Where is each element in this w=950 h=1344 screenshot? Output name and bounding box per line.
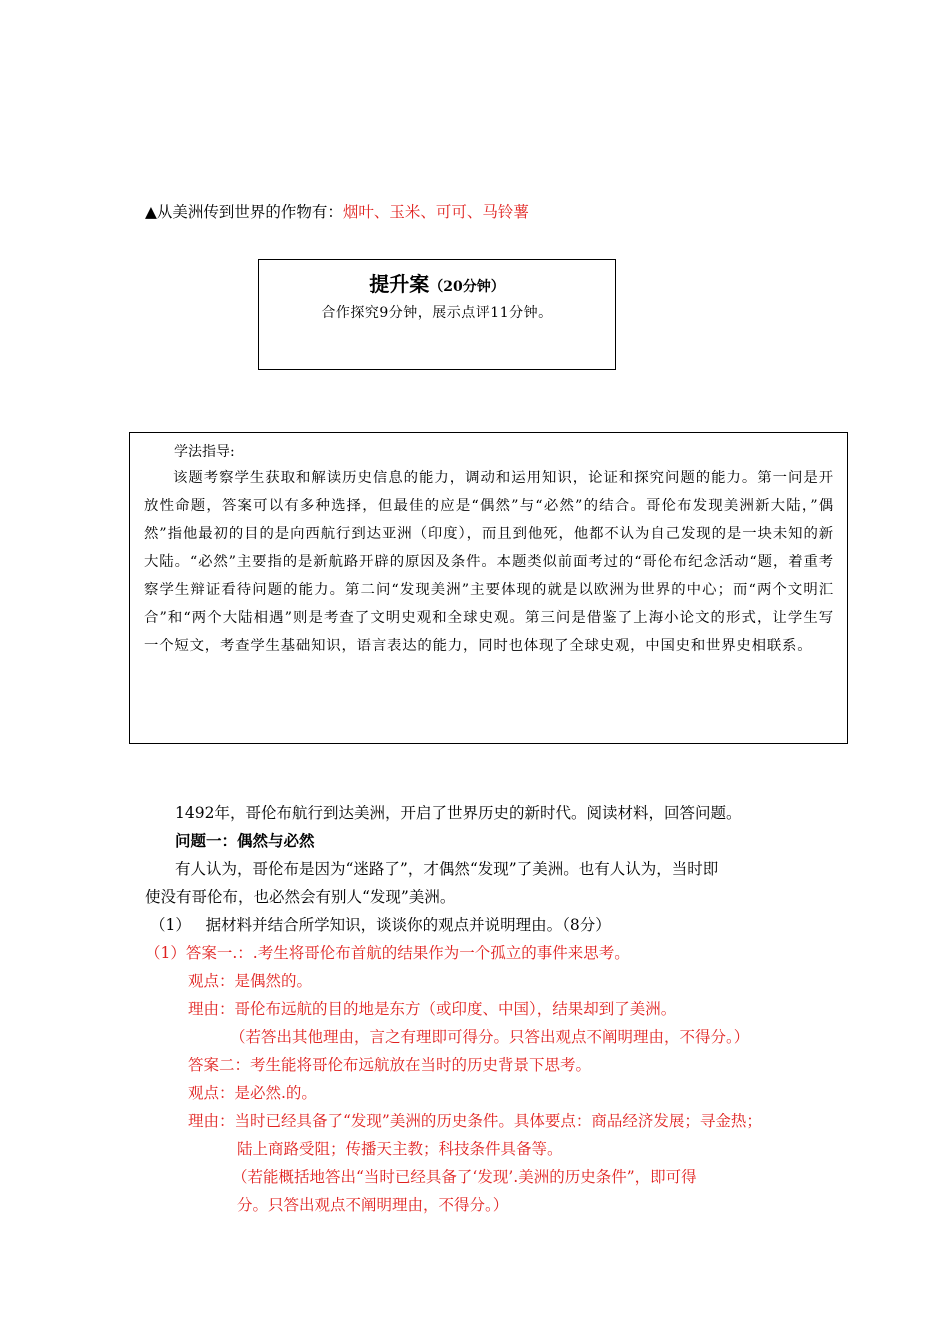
crops-prefix: ▲从美洲传到世界的作物有： — [145, 203, 343, 221]
upgrade-box — [258, 259, 616, 370]
answer-2-note-2: 分。只答出观点不阐明理由，不得分。） — [237, 1196, 509, 1214]
question-title: 问题一：偶然与必然 — [175, 831, 315, 850]
study-guide-box — [129, 432, 848, 744]
upgrade-subtitle: 合作探究9分钟，展示点评11分钟。 — [321, 305, 553, 321]
answer-1-line: （1）答案一.：.考生将哥伦布首航的结果作为一个孤立的事件来思考。 — [145, 944, 630, 962]
answer-1-note: （若答出其他理由，言之有理即可得分。只答出观点不阐明理由，不得分。） — [230, 1028, 750, 1046]
upgrade-time: （20分钟） — [429, 279, 505, 295]
answer-1-reason: 理由：哥伦布远航的目的地是东方（或印度、中国），结果却到了美洲。 — [188, 1000, 677, 1018]
upgrade-title-text: 提升案 — [369, 272, 430, 296]
material-line-1: 有人认为，哥伦布是因为“迷路了”，才偶然“发现”了美洲。也有人认为，当时即 — [175, 860, 719, 878]
study-guide-heading: 学法指导: — [174, 444, 235, 460]
material-line-2: 使没有哥伦布，也必然会有别人“发现”美洲。 — [145, 888, 456, 906]
answer-2-reason-1: 理由：当时已经具备了“发现”美洲的历史条件。具体要点：商品经济发展；寻金热； — [188, 1112, 762, 1130]
upgrade-title — [259, 268, 615, 297]
crops-line — [145, 200, 529, 222]
answer-2-line: 答案二：考生能将哥伦布远航放在当时的历史背景下思考。 — [188, 1056, 592, 1074]
answer-2-reason-2: 陆上商路受阻；传播天主教；科技条件具备等。 — [237, 1140, 563, 1158]
study-guide-body: 该题考察学生获取和解读历史信息的能力，调动和运用知识，论证和探究问题的能力。第一问是开放性命题，答案可以有多种选择，但最佳的应是“偶然”与“必然”的结合。哥伦布发现美洲新大陆，”偶然”指他最初的目的是向西航行到达亚洲（印度），而且到他死，他都不认为自己发现的是一块未知的新大陆。“必然”主要指的是新航路开辟的原因及条件。本题类似前面考过的“哥伦布纪念活动“题，着重考察学生辩证看待问题的能力。第二问“发现美洲”主要体现的就是以欧洲为世界的中心；而“两个文明汇合”和“两个大陆相遇”则是考查了文明史观和全球史观。第三问是借鉴了上海小论文的形式，让学生写一个短文，考查学生基础知识，语言表达的能力，同时也体现了全球史观，中国史和世界史相联系。 — [144, 470, 834, 654]
answer-1-view: 观点：是偶然的。 — [188, 972, 313, 990]
question-prompt: （1） 据材料并结合所学知识，谈谈你的观点并说明理由。（8分） — [150, 916, 611, 934]
question-intro: 1492年，哥伦布航行到达美洲，开启了世界历史的新时代。阅读材料，回答问题。 — [175, 804, 742, 822]
answer-2-view: 观点：是必然.的。 — [188, 1084, 317, 1102]
crops-list: 烟叶、玉米、可可、马铃薯 — [342, 203, 529, 221]
answer-2-note-1: （若能概括地答出“当时已经具备了‘发现’.美洲的历史条件”，即可得 — [232, 1168, 697, 1186]
